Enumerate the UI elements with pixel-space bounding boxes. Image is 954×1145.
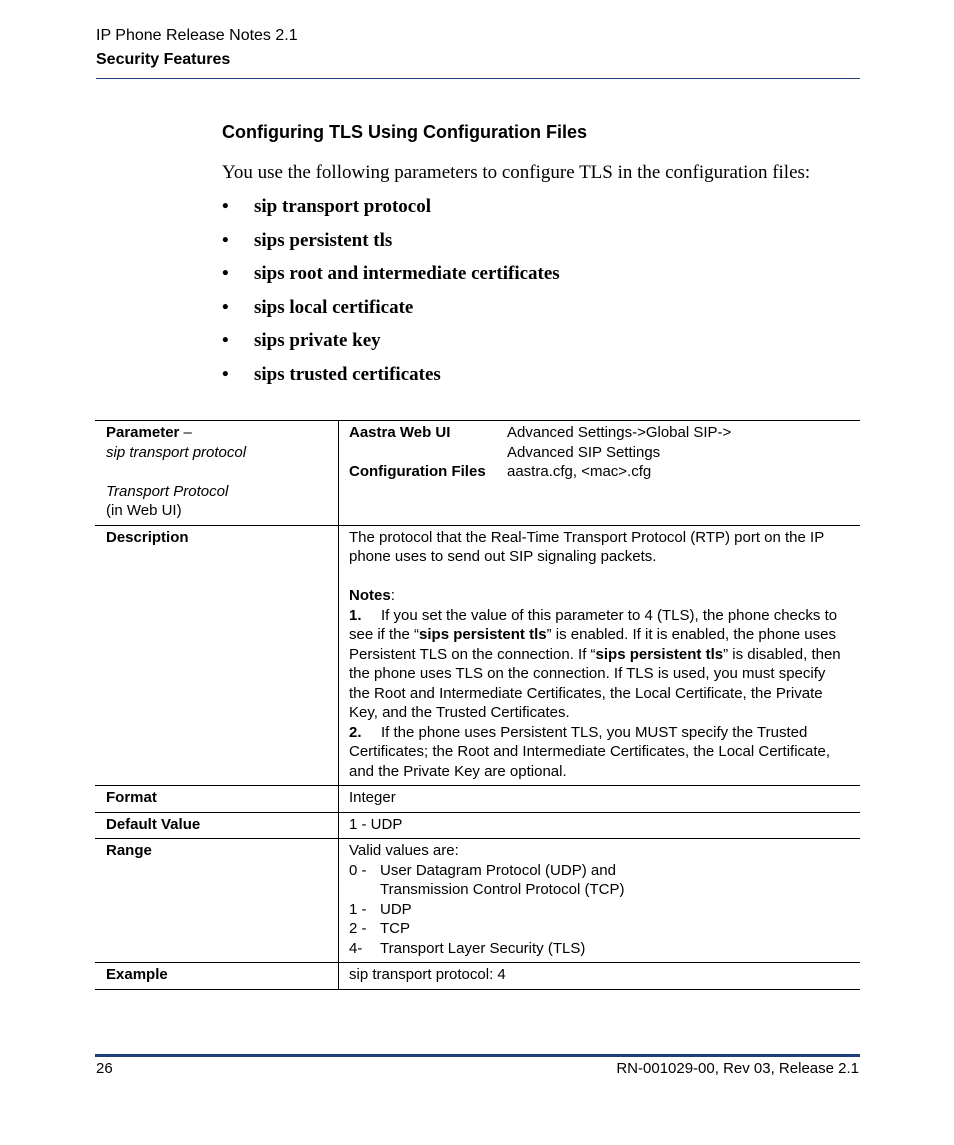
range-text: User Datagram Protocol (UDP) and <box>380 861 616 879</box>
parameter-cell <box>95 421 339 526</box>
description-text: The protocol that the Real-Time Transport Protocol (RTP) port on the IP phone uses to send out SIP signaling packets. <box>349 528 824 565</box>
aastra-value-line1: Advanced Settings->Global SIP-> <box>507 424 732 441</box>
default-value: 1 - UDP <box>339 812 861 839</box>
note-text: ” is disabled, then the phone uses TLS on the connection. If TLS is used, you must specify the Root and Intermediate Certificates, the Local Certificate, the Private Key, and the Trusted Certificates. <box>349 645 841 721</box>
config-label: Configuration Files <box>349 463 486 480</box>
section-heading: Configuring TLS Using Configuration Files <box>222 122 587 142</box>
range-intro: Valid values are: <box>349 842 459 859</box>
parameter-label: Parameter <box>106 424 180 441</box>
web-ui-name: Transport Protocol <box>106 482 229 500</box>
table-row-range <box>95 839 860 963</box>
default-label: Default Value <box>95 812 339 839</box>
bullet-item <box>222 230 560 264</box>
note-number: 2. <box>349 723 362 741</box>
format-value: Integer <box>339 786 861 813</box>
parameter-table <box>95 420 860 990</box>
bullet-item <box>222 297 560 331</box>
spacer <box>106 462 338 482</box>
intro-paragraph: You use the following parameters to configure TLS in the configuration files: <box>222 162 811 183</box>
range-number: 0 - <box>349 861 367 879</box>
bullet-item <box>222 330 560 364</box>
table-row-parameter <box>95 421 860 526</box>
bullet-dot: • <box>222 196 229 217</box>
spacer <box>349 567 850 587</box>
bullet-dot: • <box>222 229 229 251</box>
table-row-description <box>95 525 860 786</box>
range-text: Transport Layer Security (TLS) <box>380 939 586 957</box>
header-rule <box>96 78 860 79</box>
bullet-dot: • <box>222 363 229 385</box>
range-text: Transmission Control Protocol (TCP) <box>380 881 625 898</box>
note-number: 1. <box>349 606 362 624</box>
parameter-bullet-list <box>222 196 560 398</box>
range-item <box>349 939 850 959</box>
bullet-dot: • <box>222 296 229 318</box>
bullet-item <box>222 263 560 297</box>
parameter-name: sip transport protocol <box>106 443 247 461</box>
bullet-text: sips trusted certificates <box>254 363 441 385</box>
table-row-default <box>95 812 860 839</box>
bullet-text: sips root and intermediate certificates <box>254 263 560 285</box>
note-text: If the phone uses Persistent TLS, you MUST specify the Trusted Certificates; the Root and Intermediate Certificates, the Local Certificate, and the Private Key are optional. <box>349 723 831 780</box>
note-1 <box>349 606 850 723</box>
bullet-item <box>222 196 560 230</box>
bullet-text: sips private key <box>254 330 381 352</box>
parameter-dash: – <box>179 424 192 441</box>
range-text: TCP <box>380 920 410 937</box>
bullet-item <box>222 364 560 398</box>
aastra-value-line2: Advanced SIP Settings <box>507 443 661 461</box>
range-number: 4- <box>349 939 363 957</box>
notes-heading <box>349 586 850 606</box>
parameter-heading <box>106 423 338 443</box>
notes-colon: : <box>390 587 395 604</box>
range-item <box>349 861 850 881</box>
bullet-dot: • <box>222 330 229 352</box>
range-item <box>349 880 850 900</box>
page-number: 26 <box>96 1060 113 1077</box>
aastra-label: Aastra Web UI <box>349 424 451 441</box>
running-header-title: IP Phone Release Notes 2.1 <box>96 27 298 44</box>
table-row-format <box>95 786 860 813</box>
example-label: Example <box>95 963 339 990</box>
bullet-text: sips persistent tls <box>254 229 393 251</box>
range-cell <box>339 839 861 963</box>
running-header-section: Security Features <box>96 51 231 68</box>
range-label: Range <box>95 839 339 963</box>
range-number: 2 - <box>349 920 367 937</box>
notes-label: Notes <box>349 587 391 604</box>
description-label: Description <box>95 525 339 786</box>
location-table <box>349 423 731 482</box>
location-cell <box>339 421 861 526</box>
range-text: UDP <box>380 900 412 918</box>
table-row-example <box>95 963 860 990</box>
note-text: ” is enabled. If it is enabled, the phone uses Persistent TLS on the connection. If “ <box>349 626 836 663</box>
note-2 <box>349 723 850 782</box>
note-param-ref: sips persistent tls <box>419 626 547 643</box>
note-param-ref: sips persistent tls <box>595 645 724 663</box>
bullet-text: sips local certificate <box>254 296 414 318</box>
config-value: aastra.cfg, <mac>.cfg <box>507 463 652 480</box>
description-cell <box>339 525 861 786</box>
range-number: 1 - <box>349 900 367 918</box>
footer-rule <box>95 1054 860 1057</box>
range-item <box>349 919 850 939</box>
example-value: sip transport protocol: 4 <box>339 963 861 990</box>
config-row <box>349 462 731 482</box>
aastra-value <box>507 423 731 462</box>
range-item <box>349 900 850 920</box>
format-label: Format <box>95 786 339 813</box>
aastra-row <box>349 423 731 462</box>
bullet-dot: • <box>222 263 229 285</box>
document-id: RN-001029-00, Rev 03, Release 2.1 <box>616 1060 859 1077</box>
bullet-text: sip transport protocol <box>254 196 431 217</box>
note-text: If you set the value of this parameter to 4 (TLS), the phone checks to see if the “ <box>349 606 838 643</box>
web-ui-suffix: (in Web UI) <box>106 502 182 519</box>
